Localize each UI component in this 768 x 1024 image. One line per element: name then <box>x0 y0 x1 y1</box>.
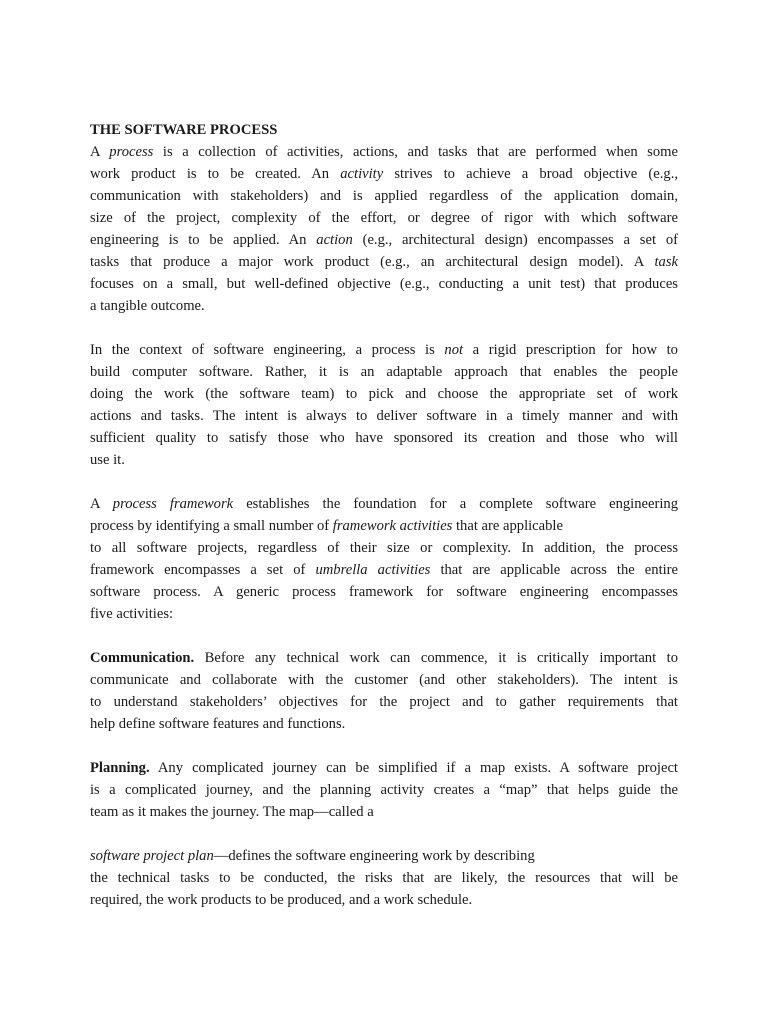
section-title: THE SOFTWARE PROCESS <box>90 122 278 138</box>
text-run: the technical tasks to be conducted, the risks that are likely, the resources that will be <box>90 870 678 886</box>
text-run: a tangible outcome. <box>90 298 205 314</box>
text-run: that are applicable across the entire <box>430 562 679 578</box>
text-run: required, the work products to be produced, and a work schedule. <box>90 892 473 908</box>
text-line <box>90 427 678 449</box>
paragraph <box>90 339 678 471</box>
text-line <box>90 669 678 691</box>
text-run: help define software features and functions. <box>90 716 346 732</box>
text-run: establishes the foundation for a complete software engineering <box>233 496 678 512</box>
text-line <box>90 537 678 559</box>
paragraph <box>90 845 678 911</box>
text-line <box>90 647 678 669</box>
text-line <box>90 339 678 361</box>
text-run: that are applicable <box>452 518 563 534</box>
text-run: engineering is to be applied. An <box>90 232 317 248</box>
text-run: team as it makes the journey. The map—called a <box>90 804 374 820</box>
text-run: doing the work (the software team) to pick and choose the appropriate set of work <box>90 386 678 402</box>
text-line <box>90 779 678 801</box>
text-line <box>90 449 678 471</box>
text-run: sufficient quality to satisfy those who have sponsored its creation and those who will <box>90 430 678 446</box>
text-line <box>90 493 678 515</box>
paragraph <box>90 647 678 735</box>
text-run: A <box>90 496 113 512</box>
italic-term: action <box>316 232 353 248</box>
text-line <box>90 515 678 537</box>
text-line <box>90 867 678 889</box>
text-line <box>90 405 678 427</box>
bold-term: Communication. <box>90 650 195 666</box>
text-run: is a complicated journey, and the planning activity creates a “map” that helps guide the <box>90 782 678 798</box>
text-run: Before any technical work can commence, it is critically important to <box>194 650 678 666</box>
text-run: five activities: <box>90 606 174 622</box>
text-line <box>90 581 678 603</box>
paragraph <box>90 757 678 823</box>
text-line <box>90 273 678 295</box>
text-run: tasks that produce a major work product (e.g., an architectural design model). A <box>90 254 655 270</box>
text-line <box>90 603 678 625</box>
text-line <box>90 361 678 383</box>
text-line <box>90 207 678 229</box>
italic-term: task <box>654 254 678 270</box>
text-line <box>90 295 678 317</box>
text-line <box>90 801 678 823</box>
italic-term: process <box>109 144 154 160</box>
text-run: work product is to be created. An <box>90 166 341 182</box>
text-line <box>90 251 678 273</box>
text-line <box>90 889 678 911</box>
text-run: size of the project, complexity of the effort, or degree of rigor with which software <box>90 210 678 226</box>
text-run: focuses on a small, but well-defined objective (e.g., conducting a unit test) that produces <box>90 276 678 292</box>
text-run: —defines the software engineering work by describing <box>213 848 535 864</box>
text-line <box>90 185 678 207</box>
text-line <box>90 141 678 163</box>
paragraph <box>90 493 678 625</box>
text-run: Any complicated journey can be simplified if a map exists. A software project <box>149 760 678 776</box>
text-run: software process. A generic process framework for software engineering encompasses <box>90 584 678 600</box>
text-run: a rigid prescription for how to <box>463 342 678 358</box>
text-line <box>90 845 678 867</box>
text-run: build computer software. Rather, it is an adaptable approach that enables the people <box>90 364 678 380</box>
text-run: framework encompasses a set of <box>90 562 316 578</box>
bold-term: Planning. <box>90 760 150 776</box>
text-line <box>90 691 678 713</box>
text-run: In the context of software engineering, a process is <box>90 342 445 358</box>
italic-term: activity <box>340 166 384 182</box>
paragraph <box>90 141 678 317</box>
text-run: (e.g., architectural design) encompasses a set of <box>352 232 678 248</box>
text-line <box>90 383 678 405</box>
text-run: use it. <box>90 452 125 468</box>
text-line <box>90 757 678 779</box>
text-line <box>90 713 678 735</box>
text-run: strives to achieve a broad objective (e.g., <box>383 166 678 182</box>
text-line <box>90 229 678 251</box>
text-run: process by identifying a small number of <box>90 518 333 534</box>
text-run: actions and tasks. The intent is always to deliver software in a timely manner and with <box>90 408 678 424</box>
text-run: is a collection of activities, actions, and tasks that are performed when some <box>153 144 678 160</box>
italic-term: framework activities <box>332 518 453 534</box>
italic-term: software project plan <box>90 848 214 864</box>
document-body <box>90 141 678 911</box>
text-run: A <box>90 144 110 160</box>
italic-term: process framework <box>112 496 234 512</box>
italic-term: umbrella activities <box>315 562 431 578</box>
text-run: to all software projects, regardless of their size or complexity. In addition, the process <box>90 540 678 556</box>
italic-term: not <box>444 342 464 358</box>
document-page <box>90 119 678 933</box>
text-run: communication with stakeholders) and is applied regardless of the application domain, <box>90 188 678 204</box>
text-line <box>90 559 678 581</box>
text-run: communicate and collaborate with the customer (and other stakeholders). The intent is <box>90 672 678 688</box>
text-run: to understand stakeholders’ objectives for the project and to gather requirements that <box>90 694 678 710</box>
text-line <box>90 163 678 185</box>
